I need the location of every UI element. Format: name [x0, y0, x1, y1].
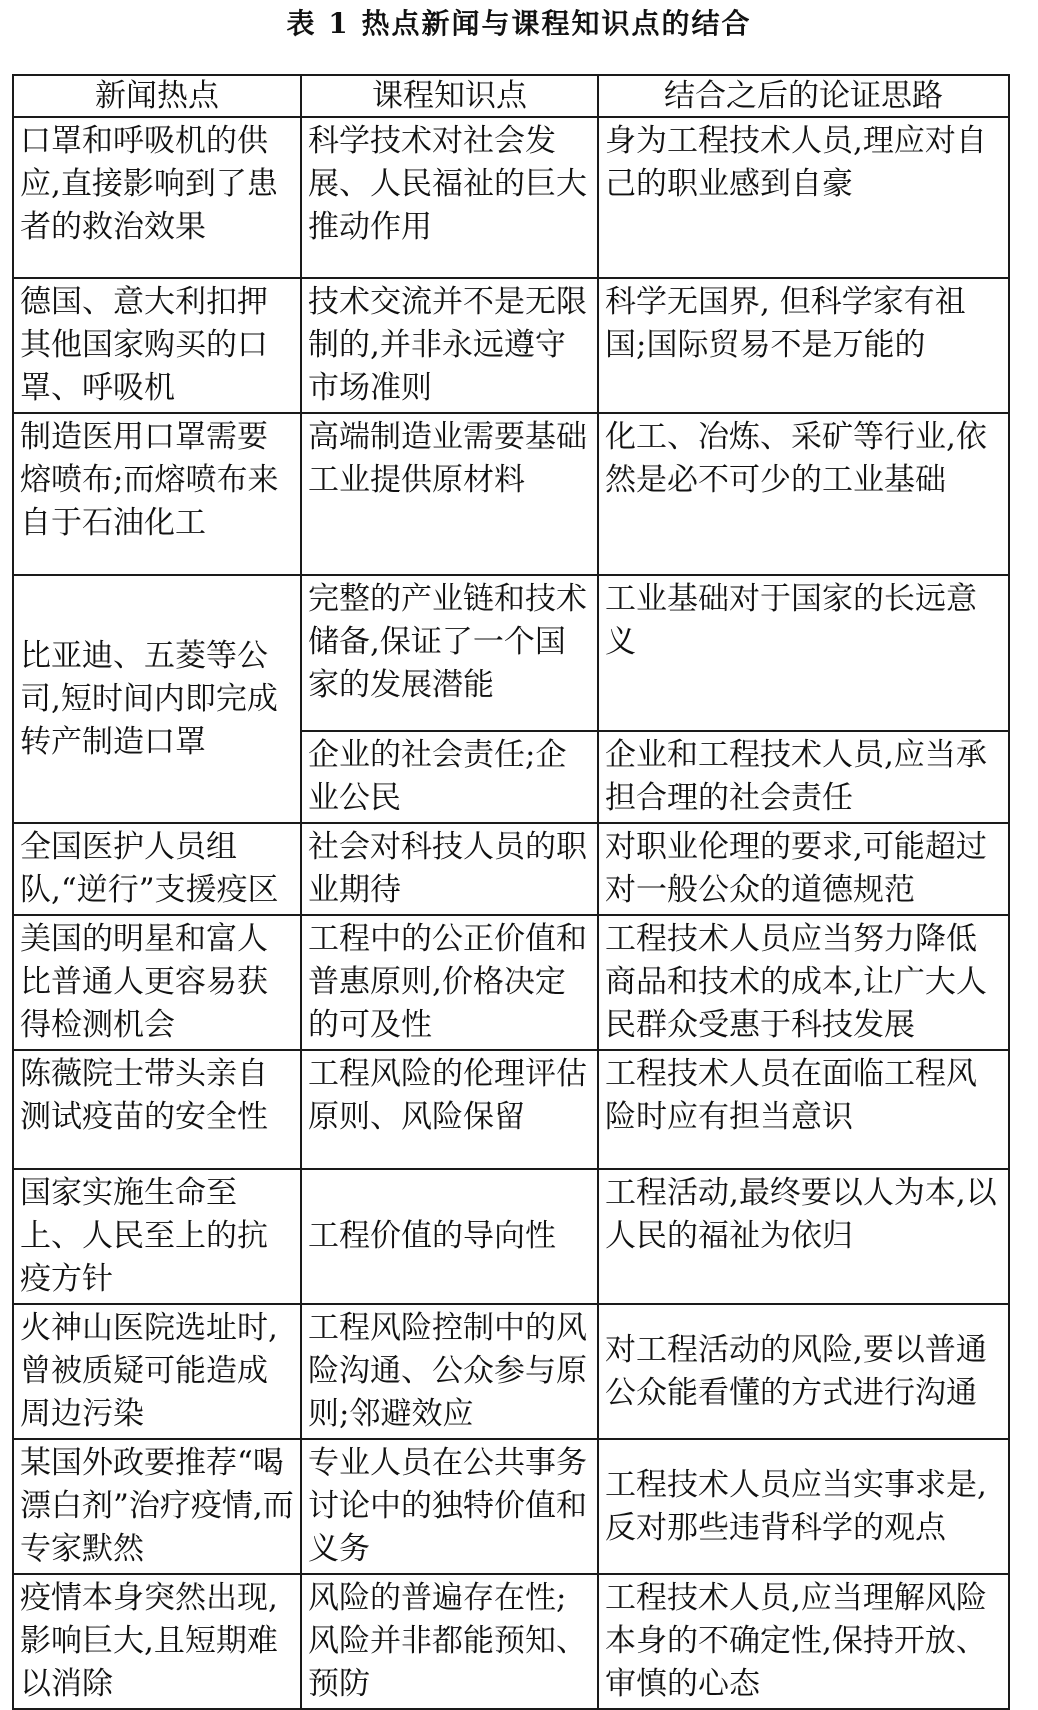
table-row	[13, 1050, 1009, 1169]
knowledge-cell: 企业的社会责任;企业公民	[301, 731, 598, 823]
argument-cell: 工程技术人员,应当理解风险本身的不确定性,保持开放、审慎的心态	[598, 1574, 1009, 1709]
argument-cell: 工程技术人员应当努力降低商品和技术的成本,让广大人民群众受惠于科技发展	[598, 915, 1009, 1050]
argument-cell: 对工程活动的风险,要以普通公众能看懂的方式进行沟通	[598, 1304, 1009, 1439]
news-cell: 火神山医院选址时,曾被质疑可能造成周边污染	[13, 1304, 301, 1439]
knowledge-cell: 工程风险的伦理评估原则、风险保留	[301, 1050, 598, 1169]
argument-cell: 身为工程技术人员,理应对自己的职业感到自豪	[598, 117, 1009, 278]
table-row	[13, 575, 1009, 731]
knowledge-cell: 风险的普遍存在性;风险并非都能预知、预防	[301, 1574, 598, 1709]
news-cell: 国家实施生命至上、人民至上的抗疫方针	[13, 1169, 301, 1304]
header-argument-idea: 结合之后的论证思路	[598, 75, 1009, 117]
news-cell: 疫情本身突然出现,影响巨大,且短期难以消除	[13, 1574, 301, 1709]
argument-cell: 企业和工程技术人员,应当承担合理的社会责任	[598, 731, 1009, 823]
argument-cell: 工程活动,最终要以人为本,以人民的福祉为依归	[598, 1169, 1009, 1304]
table-row	[13, 1304, 1009, 1439]
news-cell: 口罩和呼吸机的供应,直接影响到了患者的救治效果	[13, 117, 301, 278]
argument-cell: 工程技术人员在面临工程风险时应有担当意识	[598, 1050, 1009, 1169]
news-cell: 陈薇院士带头亲自测试疫苗的安全性	[13, 1050, 301, 1169]
table-header-row	[13, 75, 1009, 117]
table-row	[13, 1574, 1009, 1709]
argument-cell: 对职业伦理的要求,可能超过对一般公众的道德规范	[598, 823, 1009, 915]
hotspot-knowledge-table	[12, 74, 1010, 1710]
table-row	[13, 413, 1009, 575]
knowledge-cell: 高端制造业需要基础工业提供原材料	[301, 413, 598, 575]
argument-cell: 科学无国界, 但科学家有祖国;国际贸易不是万能的	[598, 278, 1009, 413]
knowledge-cell: 完整的产业链和技术储备,保证了一个国家的发展潜能	[301, 575, 598, 731]
table-row	[13, 117, 1009, 278]
header-course-knowledge: 课程知识点	[301, 75, 598, 117]
news-cell: 德国、意大利扣押其他国家购买的口罩、呼吸机	[13, 278, 301, 413]
table-row	[13, 823, 1009, 915]
argument-cell: 工程技术人员应当实事求是,反对那些违背科学的观点	[598, 1439, 1009, 1574]
table-row	[13, 1439, 1009, 1574]
table-row	[13, 915, 1009, 1050]
news-cell: 某国外政要推荐“喝漂白剂”治疗疫情,而专家默然	[13, 1439, 301, 1574]
knowledge-cell: 科学技术对社会发展、人民福祉的巨大推动作用	[301, 117, 598, 278]
news-cell: 全国医护人员组队,“逆行”支援疫区	[13, 823, 301, 915]
knowledge-cell: 技术交流并不是无限制的,并非永远遵守市场准则	[301, 278, 598, 413]
knowledge-cell: 工程中的公正价值和普惠原则,价格决定的可及性	[301, 915, 598, 1050]
argument-cell: 工业基础对于国家的长远意义	[598, 575, 1009, 731]
table-caption: 表 1 热点新闻与课程知识点的结合	[286, 7, 752, 40]
table-row	[13, 1169, 1009, 1304]
knowledge-cell: 工程风险控制中的风险沟通、公众参与原则;邻避效应	[301, 1304, 598, 1439]
table-row	[13, 278, 1009, 413]
news-cell: 美国的明星和富人比普通人更容易获得检测机会	[13, 915, 301, 1050]
news-cell: 比亚迪、五菱等公司,短时间内即完成转产制造口罩	[13, 575, 301, 823]
argument-cell: 化工、冶炼、采矿等行业,依然是必不可少的工业基础	[598, 413, 1009, 575]
news-cell: 制造医用口罩需要熔喷布;而熔喷布来自于石油化工	[13, 413, 301, 575]
knowledge-cell: 社会对科技人员的职业期待	[301, 823, 598, 915]
header-news-hotspot: 新闻热点	[13, 75, 301, 117]
knowledge-cell: 专业人员在公共事务讨论中的独特价值和义务	[301, 1439, 598, 1574]
knowledge-cell: 工程价值的导向性	[301, 1169, 598, 1304]
